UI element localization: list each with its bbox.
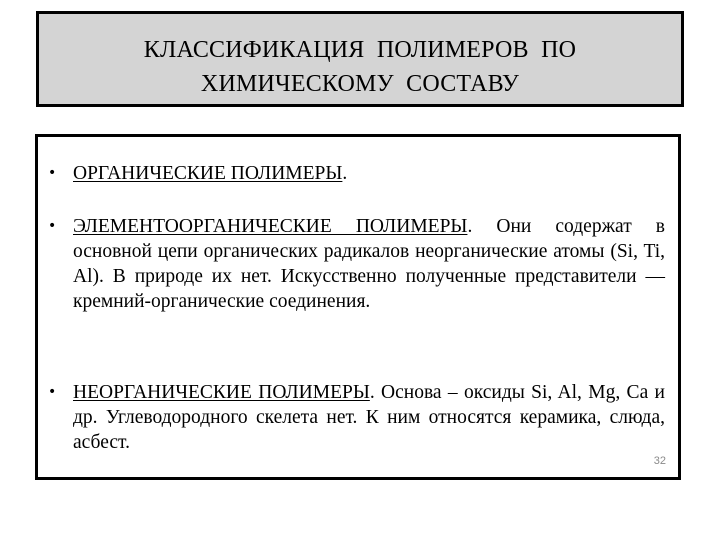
- term-elementorganic-polymers: ЭЛЕМЕНТООРГАНИЧЕСКИЕ ПОЛИМЕРЫ: [73, 216, 468, 237]
- bullet-description: . Они содержат в основной цепи органических радикалов неорганические атомы (Si, Ti, Al). В природе их нет. Искусственно полученные представители — кремний-органические соединения.: [73, 216, 665, 312]
- bullet-text: [73, 161, 665, 186]
- bullet-icon: •: [48, 165, 57, 181]
- page-number: 32: [653, 455, 666, 467]
- content-box: [35, 134, 681, 480]
- bullet-text: [73, 214, 665, 314]
- term-organic-polymers: ОРГАНИЧЕСКИЕ ПОЛИМЕРЫ: [73, 163, 343, 184]
- bullet-icon: •: [48, 218, 57, 234]
- slide-title: КЛАССИФИКАЦИЯ ПОЛИМЕРОВ ПО ХИМИЧЕСКОМУ СОСТАВУ: [143, 37, 577, 97]
- term-inorganic-polymers: НЕОРГАНИЧЕСКИЕ ПОЛИМЕРЫ: [73, 382, 370, 403]
- bullet-text: [73, 380, 665, 455]
- bullet-description: . Основа – оксиды Si, Al, Mg, Ca и др. Углеводородного скелета нет. К ним относятся керамика, слюда, асбест.: [73, 382, 665, 453]
- bullet-icon: •: [48, 384, 57, 400]
- title-box: [36, 11, 684, 107]
- bullet-description: .: [342, 163, 348, 184]
